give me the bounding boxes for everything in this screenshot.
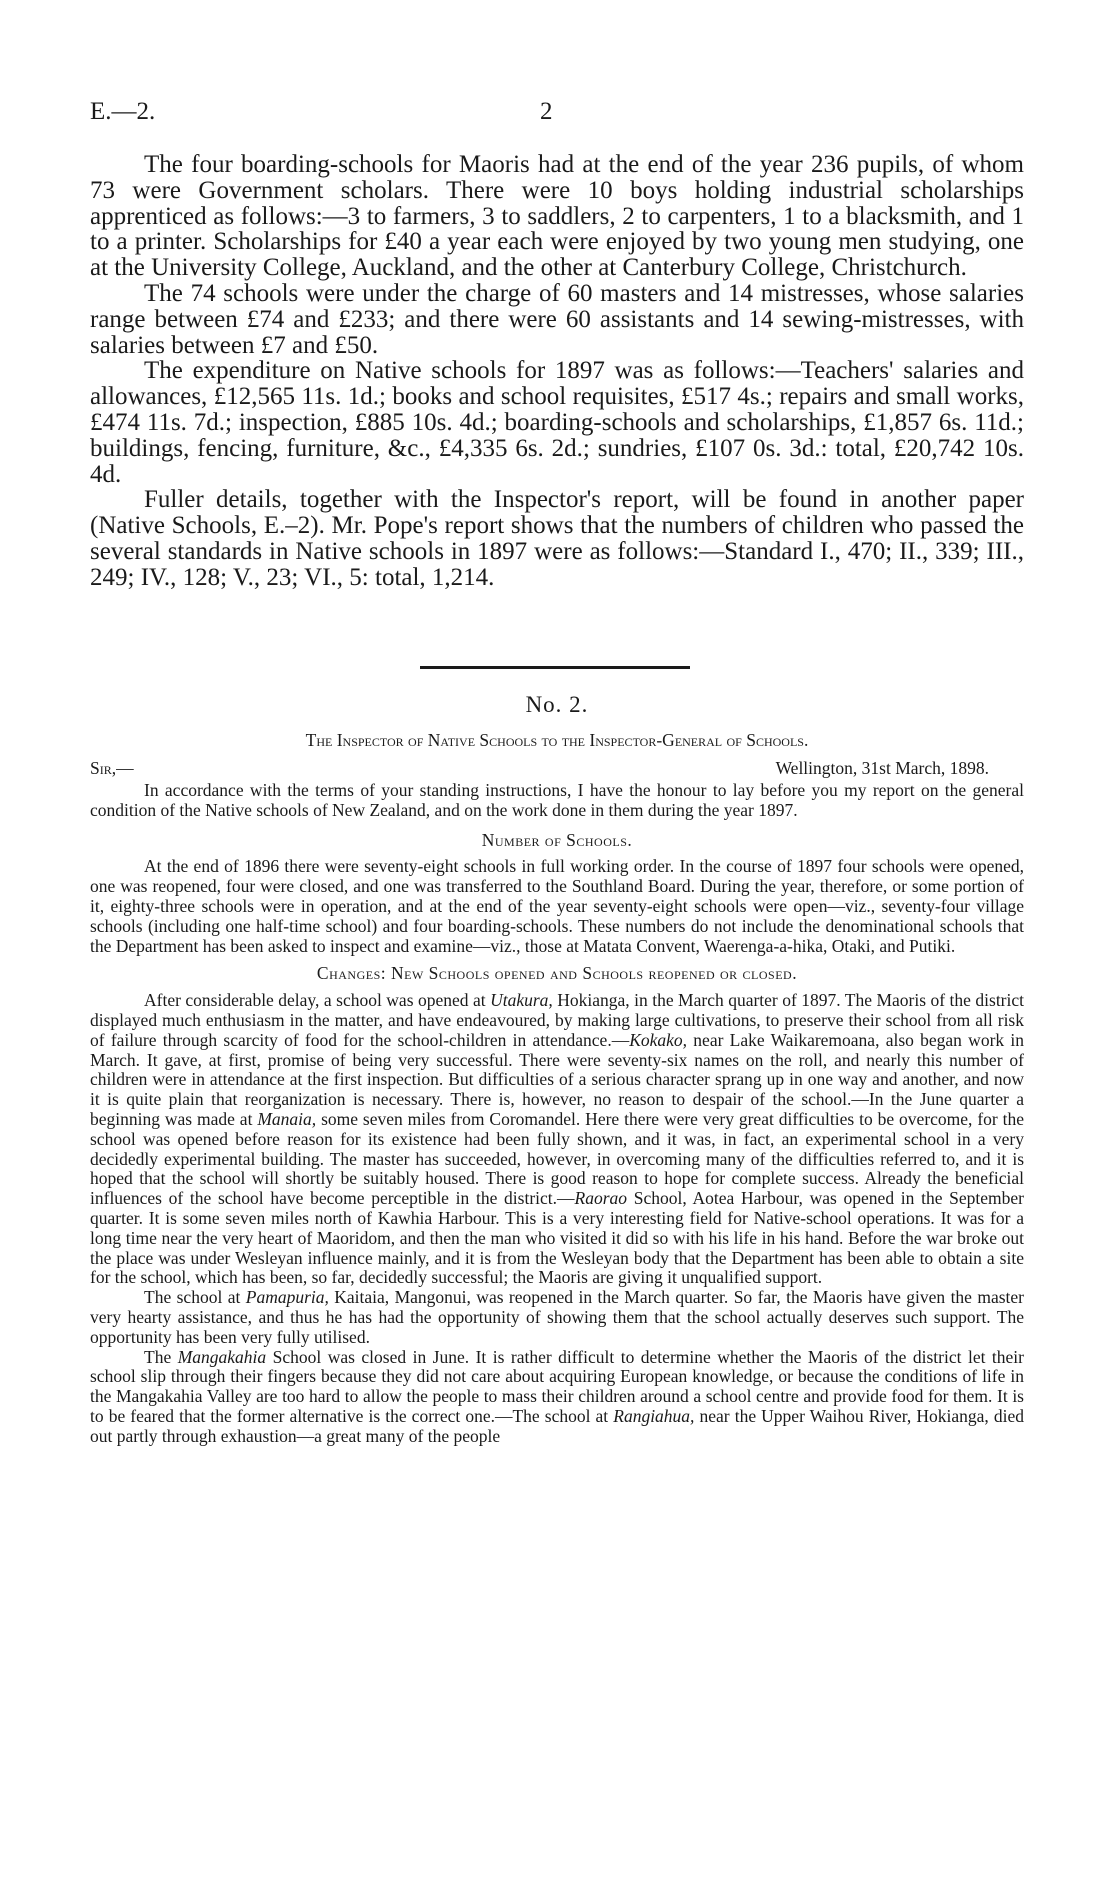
paragraph-standards: Fuller details, together with the Inspector's report, will be found in another paper (Native Schools, E.–2). Mr. Pope's report shows that the numbers of children who passed the several standards in Native schools in 1897 were as follows:—Standard I., 470; II., 339; III., 249; IV., 128; V., 23; VI., 5: total, 1,214. bbox=[90, 486, 1024, 591]
school-name-pamapuria: Pamapuria, bbox=[245, 1287, 329, 1308]
report-number: No. 2. bbox=[525, 692, 589, 717]
paragraph-teachers: The 74 schools were under the charge of 60 masters and 14 mistresses, whose salaries range between £74 and £233; and there were 60 assistants and 14 sewing-mistresses, with salaries between £7 and £50. bbox=[90, 279, 1024, 359]
section-heading-changes: Changes: New Schools opened and Schools reopened or closed. bbox=[316, 963, 798, 984]
text-run: After considerable delay, a school was opened at bbox=[144, 990, 491, 1011]
place-date: Wellington, 31st March, 1898. bbox=[775, 758, 989, 778]
paragraph-expenditure: The expenditure on Native schools for 1897 was as follows:—Teachers' salaries and allowances, £12,565 11s. 1d.; books and school requisites, £517 4s.; repairs and small works, £474 11s. 7d.; inspection, £885 10s. 4d.; boarding-schools and scholarships, £1,857 6s. 11d.; buildings, fencing, furniture, &c., £4,335 6s. 2d.; sundries, £107 0s. 3d.: total, £20,742 10s. 4d. bbox=[90, 357, 1024, 488]
text-run: School was closed in June. It is rather difficult to determine whether the Maoris of the district let their school slip through their fingers because they did not care about acquiring European knowledge, or because the conditions of life in the Mangakahia Valley are too hard to allow the people to mass their children around a school centre and provide food for them. It is to be feared that the former alternative is the correct one.—The school at bbox=[90, 1346, 1024, 1426]
changes-paragraph-1 bbox=[90, 991, 1024, 1288]
text-run: Hokianga, in the March quarter of 1897. The Maoris of the district displayed much enthusiasm in the matter, and have endeavoured, by making large cultivations, to preserve their school from all risk of failure through scarcity of food for the school-children in attendance.— bbox=[90, 990, 1025, 1050]
intro-paragraph: In accordance with the terms of your standing instructions, I have the honour to lay before you my report on the general condition of the Native schools of New Zealand, and on the work done in them during the year 1897. bbox=[90, 780, 1024, 820]
school-name-mangakahia: Mangakahia bbox=[177, 1346, 267, 1367]
summary-section bbox=[90, 152, 1024, 591]
text-run: School, Aotea Harbour, was opened in the September quarter. It is some seven miles north of Kawhia Harbour. This is a very interesting field for Native-school operations. It was for a long time near the very heart of Maoridom, and then the man who visited it did so with his life in his hand. Before the war broke out the place was under Wesleyan influence mainly, and it is from the Wesleyan body that the Department has been able to obtain a site for the school, which has been, so far, decidedly successful; the Maoris are giving it unqualified support. bbox=[90, 1188, 1025, 1288]
report-body bbox=[90, 781, 1024, 1447]
text-run: The school at bbox=[144, 1287, 246, 1308]
text-run: near Lake Waikaremoana, also began work in March. It gave, at first, promise of being very successful. There were seventy-six names on the roll, and nearly this number of children were in attendance at the first inspection. But difficulties of a serious character sprang up in one way and another, and now it is quite plain that reorganization is necessary. There is, however, no reason to despair of the school.—In the June quarter a beginning was made at bbox=[90, 1029, 1025, 1129]
school-name-manaia: Manaia, bbox=[257, 1108, 317, 1129]
text-run: Kaitaia, Mangonui, was reopened in the March quarter. So far, the Maoris have given the master very hearty assistance, and thus he has had the opportunity of showing them that the school actually deserves such support. The opportunity has been very fully utilised. bbox=[90, 1287, 1024, 1347]
text-run: The bbox=[144, 1346, 178, 1367]
report-title bbox=[90, 730, 1024, 751]
text-run: some seven miles from Coromandel. Here there were very great difficulties to be overcome, for the school was opened before reason for its existence had been fully shown, and it was, in fact, an experimental school in a very decidedly experimental building. The master has succeeded, however, in overcoming many of the difficulties referred to, and it is hoped that the school will shortly be suitably housed. There is good reason to hope for complete success. Already the beneficial influences of the school have become perceptible in the district.— bbox=[90, 1108, 1025, 1209]
school-name-raorao: Raorao bbox=[574, 1188, 628, 1209]
document-reference: E.—2. bbox=[90, 98, 156, 125]
number-of-schools-paragraph: At the end of 1896 there were seventy-eight schools in full working order. In the course of 1897 four schools were opened, one was reopened, four were closed, and one was transferred to the Southland Board. During the year, therefore, or some portion of it, eighty-three schools were in operation, and at the end of the year seventy-eight schools were open—viz., seventy-four village schools (including one half-time school) and four boarding-schools. These numbers do not include the denominational schools that the Department has been asked to inspect and examine—viz., those at Matata Convent, Waerenga-a-hika, Otaki, and Putiki. bbox=[90, 856, 1024, 956]
page-header bbox=[90, 98, 1024, 132]
school-name-rangiahua: Rangiahua, bbox=[613, 1405, 695, 1426]
school-name-utakura: Utakura, bbox=[490, 990, 553, 1011]
changes-paragraph-3 bbox=[90, 1348, 1024, 1447]
page-number: 2 bbox=[540, 98, 553, 125]
text-run: near the Upper Waihou River, Hokianga, died out partly through exhaustion—a great many of the people bbox=[90, 1405, 1024, 1446]
section-heading-number-of-schools: Number of Schools. bbox=[481, 829, 633, 850]
section-divider bbox=[420, 666, 690, 669]
report-title-text: The Inspector of Native Schools to the Inspector-General of Schools. bbox=[305, 730, 809, 750]
salutation-line bbox=[90, 758, 1024, 780]
paragraph-boarding-schools: The four boarding-schools for Maoris had at the end of the year 236 pupils, of whom 73 were Government scholars. There were 10 boys holding industrial scholarships apprenticed as follows:—3 to farmers, 3 to saddlers, 2 to carpenters, 1 to a blacksmith, and 1 to a printer. Scholarships for £40 a year each were enjoyed by two young men studying, one at the University College, Auckland, and the other at Canterbury College, Christchurch. bbox=[90, 151, 1024, 282]
school-name-kokako: Kokako, bbox=[629, 1029, 688, 1050]
changes-paragraph-2 bbox=[90, 1288, 1024, 1347]
salutation: Sir,— bbox=[90, 758, 134, 778]
